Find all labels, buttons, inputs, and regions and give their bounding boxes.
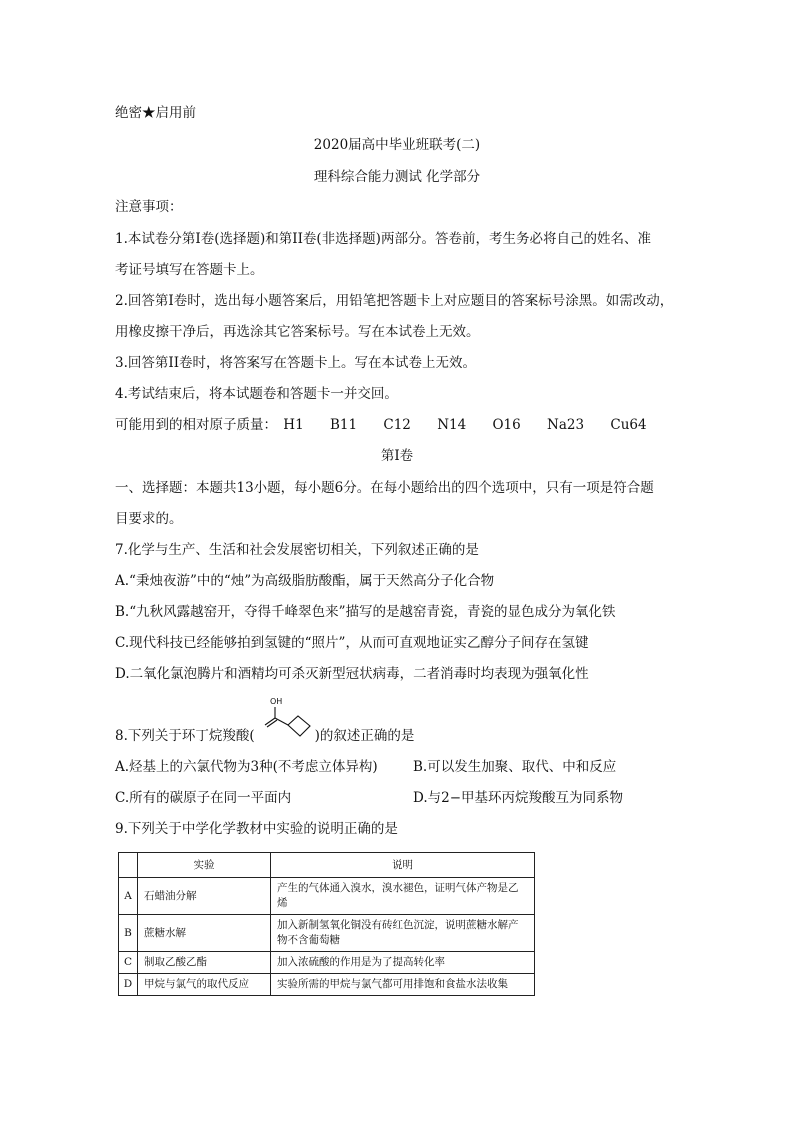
atomic-mass-na: Na23: [547, 417, 585, 433]
table-row: [119, 952, 535, 974]
row-experiment: 制取乙酸乙酯: [138, 952, 271, 974]
section-intro: 一、选择题：本题共13小题，每小题6分。在每小题给出的四个选项中，只有一项是符合题: [115, 480, 654, 496]
q8-stem-before: 8.下列关于环丁烷羧酸(: [115, 728, 255, 744]
atomic-masses: [115, 415, 647, 435]
row-note: 加入浓硫酸的作用是为了提高转化率: [271, 952, 535, 974]
atomic-mass-c: C12: [383, 417, 411, 433]
row-experiment: 石蜡油分解: [138, 878, 271, 915]
q8-option-b: B.可以发生加聚、取代、中和反应: [413, 759, 617, 775]
exam-title: 2020届高中毕业班联考(二): [313, 137, 481, 153]
atomic-masses-label: 可能用到的相对原子质量：: [115, 417, 277, 433]
notes-item: 1.本试卷分第I卷(选择题)和第II卷(非选择题)两部分。答卷前，考生务必将自己的姓名、准: [115, 231, 651, 247]
section-title: 第I卷: [380, 448, 414, 464]
q9-experiment-table: [118, 852, 535, 996]
notes-item: 2.回答第I卷时，选出每小题答案后，用铅笔把答题卡上对应题目的答案标号涂黑。如需改动，: [115, 293, 674, 309]
atomic-mass-o: O16: [492, 417, 521, 433]
table-row: [119, 974, 535, 996]
q7-stem: 7.化学与生产、生活和社会发展密切相关，下列叙述正确的是: [115, 542, 479, 558]
secret-label: 绝密★启用前: [115, 105, 196, 121]
q8-stem-after: )的叙述正确的是: [314, 728, 415, 744]
notes-item: 4.考试结束后，将本试题卷和答题卡一并交回。: [115, 386, 398, 402]
row-note: 实验所需的甲烷与氯气都可用排饱和食盐水法收集: [271, 974, 535, 996]
atomic-mass-h: H1: [283, 417, 304, 433]
section-intro: 目要求的。: [115, 511, 183, 527]
table-header-note: 说明: [271, 853, 535, 878]
row-label: B: [119, 915, 138, 952]
row-label: C: [119, 952, 138, 974]
q8-option-d: D.与2−甲基环丙烷羧酸互为同系物: [413, 790, 624, 806]
row-experiment: 甲烷与氯气的取代反应: [138, 974, 271, 996]
q7-option-d: D.二氧化氯泡腾片和酒精均可杀灭新型冠状病毒，二者消毒时均表现为强氧化性: [115, 666, 589, 682]
table-header-row: [119, 853, 535, 878]
q7-option-a: A.“秉烛夜游”中的“烛”为高级脂肪酸酯，属于天然高分子化合物: [115, 573, 495, 589]
row-experiment: 蔗糖水解: [138, 915, 271, 952]
exam-subtitle: 理科综合能力测试 化学部分: [313, 169, 481, 185]
notes-item: 3.回答第II卷时，将答案写在答题卡上。写在本试卷上无效。: [115, 355, 477, 371]
q8-option-a: A.烃基上的六氯代物为3种(不考虑立体异构): [115, 759, 378, 775]
notes-item: 考证号填写在答题卡上。: [115, 262, 264, 278]
q9-stem: 9.下列关于中学化学教材中实验的说明正确的是: [115, 821, 398, 837]
notes-item: 用橡皮擦干净后，再选涂其它答案标号。写在本试卷上无效。: [115, 324, 480, 340]
notes-heading: 注意事项：: [115, 199, 183, 215]
atomic-mass-b: B11: [329, 417, 358, 433]
table-header-experiment: 实验: [138, 853, 271, 878]
atomic-mass-n: N14: [437, 417, 467, 433]
q7-option-c: C.现代科技已经能够拍到氢键的“照片”，从而可直观地证实乙醇分子间存在氢键: [115, 635, 589, 651]
q8-option-c: C.所有的碳原子在同一平面内: [115, 790, 292, 806]
molecule-oh-label: OH: [270, 697, 283, 706]
table-row: [119, 915, 535, 952]
row-note: 加入新制氢氧化铜没有砖红色沉淀，说明蔗糖水解产物不含葡萄糖: [271, 915, 535, 952]
row-label: D: [119, 974, 138, 996]
q7-option-b: B.“九秋风露越窑开，夺得千峰翠色来”描写的是越窑青瓷，青瓷的显色成分为氧化铁: [115, 604, 616, 620]
cyclobutanecarboxylic-acid-structure: [255, 693, 323, 745]
table-row: [119, 878, 535, 915]
row-note: 产生的气体通入溴水，溴水褪色，证明气体产物是乙烯: [271, 878, 535, 915]
row-label: A: [119, 878, 138, 915]
atomic-mass-cu: Cu64: [610, 417, 647, 433]
